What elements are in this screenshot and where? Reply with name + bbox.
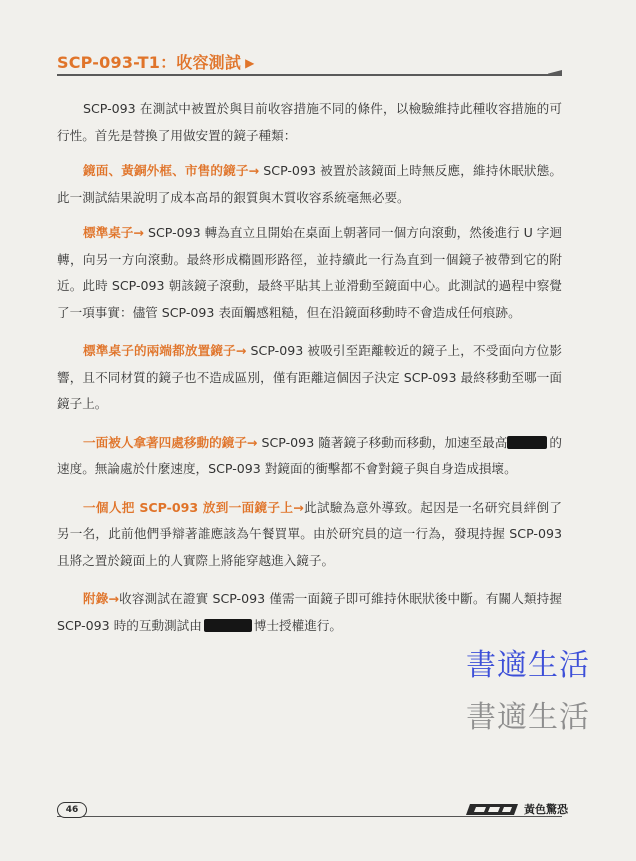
test-text: 此試驗為意外導致。起因是一名研究員絆倒了另一名，此前他們爭辯著誰應該為午餐買單。由於研究員的這一行為，發現持握 SCP-093 且將之置於鏡面上的人實際上將能穿越進入鏡子。 bbox=[57, 499, 562, 568]
section-title-text: SCP-093-T1：收容測試 bbox=[57, 53, 242, 72]
test-label: 一個人把 SCP-093 放到一面鏡子上→ bbox=[83, 499, 304, 515]
watermark-gray: 書適生活 bbox=[466, 700, 590, 735]
test-paragraph-standard-table bbox=[57, 220, 562, 326]
footer-rule bbox=[57, 816, 562, 817]
test-label: 標準桌子的兩端都放置鏡子→ bbox=[83, 343, 247, 358]
test-paragraph-brass-mirror bbox=[57, 158, 562, 211]
redaction-bar bbox=[507, 436, 547, 449]
test-label: 標準桌子→ bbox=[83, 225, 144, 240]
test-paragraph-moving-mirror bbox=[57, 430, 562, 483]
appendix-text: 收容測試在證實 SCP-093 僅需一面鏡子即可維持休眠狀後中斷。有關人類持握 SCP-093 時的互動測試由 bbox=[57, 591, 562, 633]
test-label: 一面被人拿著四處移動的鏡子→ bbox=[83, 434, 258, 450]
test-text: SCP-093 隨著鏡子移動而移動，加速至最高 bbox=[257, 434, 508, 450]
test-text: 的速度。無論處於什麼速度，SCP-093 對鏡面的衝擊都不會對鏡子與自身造成損壞。 bbox=[57, 434, 563, 476]
body-text bbox=[57, 96, 562, 648]
test-text: SCP-093 被置於該鏡面上時無反應，維持休眠狀態。此一測試結果說明了成本高昂的銀質與木質收容系統毫無必要。 bbox=[57, 163, 562, 205]
page-number: 46 bbox=[57, 802, 87, 818]
appendix-paragraph bbox=[57, 586, 562, 639]
header-rule bbox=[57, 74, 549, 76]
test-paragraph-two-mirrors bbox=[57, 338, 562, 418]
watermark-blue: 書適生活 bbox=[466, 648, 590, 683]
header-rule-end bbox=[548, 70, 562, 76]
test-paragraph-person-mirror bbox=[57, 495, 562, 575]
test-label: 鏡面、黃銅外框、市售的鏡子→ bbox=[83, 163, 260, 178]
play-triangle-icon: ▶ bbox=[245, 56, 255, 70]
publisher-logo-icon bbox=[466, 804, 518, 815]
book-title: 黃色驚恐 bbox=[524, 803, 568, 816]
appendix-label: 附錄→ bbox=[83, 591, 120, 606]
test-text: SCP-093 轉為直立且開始在桌面上朝著同一個方向滾動，然後進行 U 字迴轉，向另一方向滾動。最終形成橢圓形路徑，並持續此一行為直到一個鏡子被帶到它的附近。此時 SCP-093 朝該鏡子滾動，最終平貼其上並滑動至鏡面中心。此測試的過程中察覺了一項事實：儘管 SCP-093 表面觸感粗糙，但在沿鏡面移動時不會造成任何痕跡。 bbox=[57, 225, 562, 320]
section-title bbox=[57, 50, 255, 73]
intro-paragraph: SCP-093 在測試中被置於與目前收容措施不同的條件，以檢驗維持此種收容措施的可行性。首先是替換了用做安置的鏡子種類： bbox=[57, 101, 562, 143]
test-text: SCP-093 被吸引至距離較近的鏡子上，不受面向方位影響，且不同材質的鏡子也不造成區別，僅有距離這個因子決定 SCP-093 最終移動至哪一面鏡子上。 bbox=[57, 343, 562, 411]
appendix-text: 博士授權進行。 bbox=[253, 617, 343, 633]
redaction-bar bbox=[204, 619, 252, 632]
